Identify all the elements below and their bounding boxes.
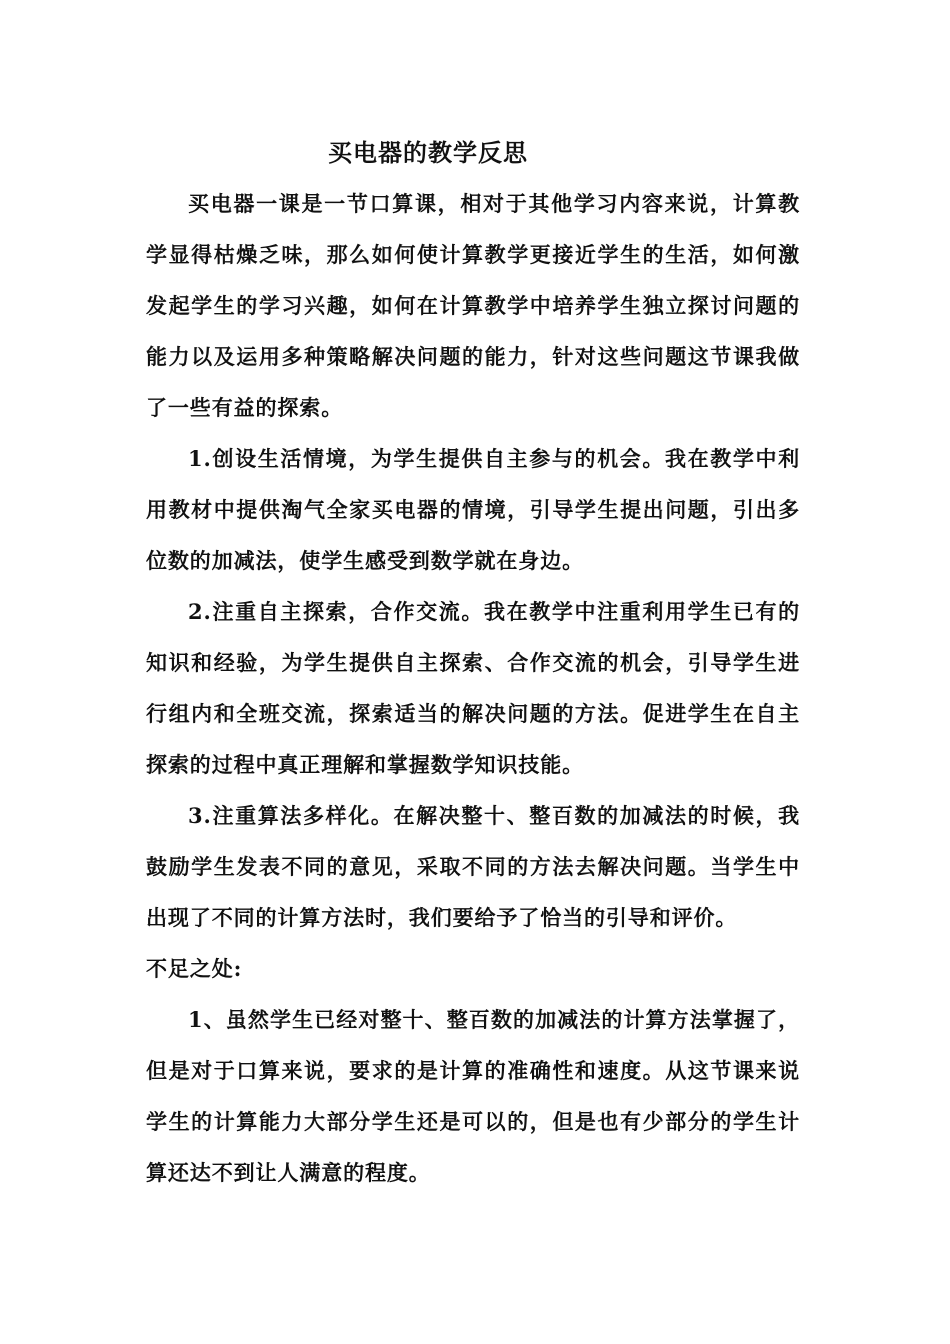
document-title: 买电器的教学反思 [328,138,528,167]
paragraph-point-1: 1.创设生活情境，为学生提供自主参与的机会。我在教学中利用教材中提供淘气全家买电器的情境，引导学生提出问题，引出多位数的加减法，使学生感受到数学就在身边。 [146,446,800,573]
paragraph-intro: 买电器一课是一节口算课，相对于其他学习内容来说，计算教学显得枯燥乏味，那么如何使计算教学更接近学生的生活，如何激发起学生的学习兴趣，如何在计算教学中培养学生独立探讨问题的能力以及运用多种策略解决问题的能力，针对这些问题这节课我做了一些有益的探索。 [146,191,800,420]
paragraph-point-3: 3.注重算法多样化。在解决整十、整百数的加减法的时候，我鼓励学生发表不同的意见，采取不同的方法去解决问题。当学生中出现了不同的计算方法时，我们要给予了恰当的引导和评价。 [146,803,800,930]
paragraph-point-2: 2.注重自主探索，合作交流。我在教学中注重利用学生已有的知识和经验，为学生提供自主探索、合作交流的机会，引导学生进行组内和全班交流，探索适当的解决问题的方法。促进学生在自主探索的过程中真正理解和掌握数学知识技能。 [146,599,800,777]
shortcomings-heading: 不足之处: [146,956,243,981]
document-body [146,128,800,1198]
shortcoming-item-1: 1、虽然学生已经对整十、整百数的加减法的计算方法掌握了，但是对于口算来说，要求的是计算的准确性和速度。从这节课来说学生的计算能力大部分学生还是可以的，但是也有少部分的学生计算还达不到让人满意的程度。 [146,1007,800,1185]
